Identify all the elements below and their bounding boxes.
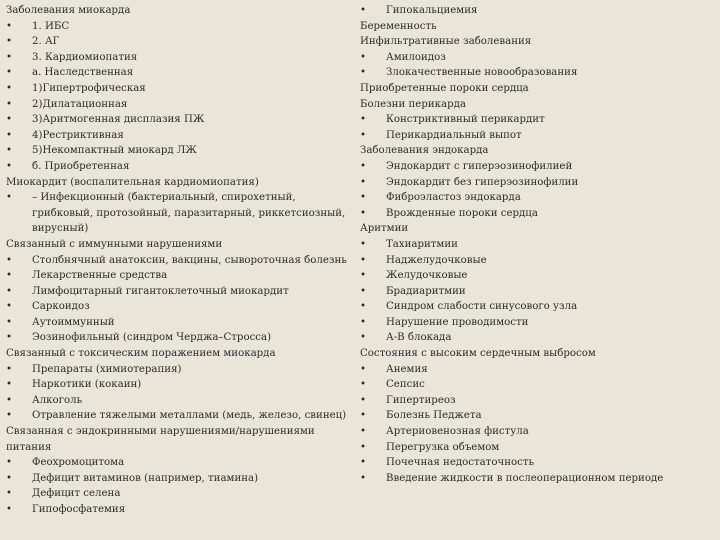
- list-item: [6, 34, 356, 50]
- list-item-text: Артериовенозная фистула: [386, 426, 529, 438]
- bullet-icon: •: [360, 51, 367, 63]
- list-item: [360, 112, 716, 128]
- section-heading: [360, 81, 716, 97]
- list-item-text: б. Приобретенная: [32, 160, 130, 172]
- bullet-icon: •: [6, 394, 13, 406]
- bullet-icon: •: [6, 114, 13, 126]
- list-item-text: Лимфоцитарный гигантоклеточный миокардит: [32, 285, 289, 297]
- bullet-icon: •: [360, 192, 367, 204]
- list-item-text: Аутоиммунный: [32, 316, 115, 328]
- bullet-icon: •: [6, 504, 13, 515]
- bullet-icon: •: [360, 5, 367, 16]
- list-item-text: Введение жидкости в послеоперационном периоде: [386, 472, 664, 484]
- bullet-icon: •: [6, 472, 13, 484]
- bullet-icon: •: [6, 270, 13, 282]
- list-item: [6, 128, 356, 144]
- heading-text: Состояния с высоким сердечным выбросом: [360, 348, 596, 360]
- bullet-icon: •: [360, 254, 367, 266]
- list-item: [6, 471, 356, 487]
- list-item-text: Болезнь Педжета: [386, 410, 482, 422]
- heading-text: Связанная с эндокринными нарушениями/нарушениями: [6, 426, 315, 438]
- bullet-icon: •: [360, 176, 367, 188]
- list-item-text: – Инфекционный (бактериальный, спирохетный,: [32, 192, 296, 204]
- bullet-icon: •: [360, 316, 367, 328]
- list-item-text: вирусный): [32, 223, 89, 235]
- bullet-icon: •: [360, 238, 367, 250]
- section-heading: [6, 175, 356, 191]
- heading-text: питания: [6, 441, 52, 453]
- list-item: [360, 408, 716, 424]
- section-heading: [6, 3, 356, 19]
- list-item-text: 4)Рестриктивная: [32, 129, 124, 141]
- bullet-icon: •: [6, 129, 13, 141]
- bullet-icon: •: [360, 363, 367, 375]
- list-item: [360, 377, 716, 393]
- heading-text: Болезни перикарда: [360, 98, 466, 110]
- bullet-icon: •: [360, 332, 367, 344]
- list-item: [6, 112, 356, 128]
- list-item-text: Феохромоцитома: [32, 457, 125, 469]
- bullet-icon: •: [6, 82, 13, 94]
- bullet-icon: •: [6, 410, 13, 422]
- list-item: [360, 175, 716, 191]
- list-item-text: Синдром слабости синусового узла: [386, 301, 578, 313]
- list-item: [360, 284, 716, 300]
- left-column: [6, 3, 356, 518]
- list-item: [360, 424, 716, 440]
- bullet-icon: •: [360, 379, 367, 391]
- bullet-icon: •: [6, 457, 13, 469]
- heading-text: Заболевания миокарда: [6, 5, 131, 16]
- list-item-text: Брадиаритмии: [386, 285, 466, 297]
- bullet-icon: •: [6, 145, 13, 157]
- list-item-text: А-В блокада: [386, 332, 452, 344]
- list-item-text: Препараты (химиотерапия): [32, 363, 182, 375]
- list-item-text: Тахиаритмии: [386, 238, 458, 250]
- list-item: [6, 190, 356, 206]
- list-item-text: Гипокальциемия: [386, 5, 478, 16]
- list-item: [360, 206, 716, 222]
- list-item: [6, 268, 356, 284]
- list-item: [6, 65, 356, 81]
- bullet-icon: •: [360, 301, 367, 313]
- list-item-text: Алкоголь: [32, 394, 83, 406]
- list-item: [6, 159, 356, 175]
- bullet-icon: •: [360, 270, 367, 282]
- bullet-icon: •: [360, 394, 367, 406]
- list-item: [360, 330, 716, 346]
- list-item-text: 1. ИБС: [32, 20, 70, 32]
- bullet-icon: •: [6, 160, 13, 172]
- list-item-text: Отравление тяжелыми металлами (медь, железо, свинец): [32, 410, 347, 422]
- list-item-text: Нарушение проводимости: [386, 316, 529, 328]
- list-item-text: Дефицит витаминов (например, тиамина): [32, 472, 259, 484]
- bullet-icon: •: [6, 488, 13, 500]
- list-item: [6, 502, 356, 518]
- list-item: [6, 330, 356, 346]
- list-item-text: Перегрузка объемом: [386, 441, 500, 453]
- list-item: [6, 455, 356, 471]
- bullet-icon: •: [360, 285, 367, 297]
- bullet-icon: •: [6, 254, 13, 266]
- list-item: [360, 159, 716, 175]
- heading-text: Связанный с иммунными нарушениями: [6, 238, 223, 250]
- bullet-icon: •: [6, 98, 13, 110]
- bullet-icon: •: [6, 332, 13, 344]
- bullet-icon: •: [360, 472, 367, 484]
- bullet-icon: •: [360, 207, 367, 219]
- list-item: [360, 268, 716, 284]
- list-item-continuation: [6, 206, 356, 222]
- list-item: [360, 315, 716, 331]
- list-item: [6, 50, 356, 66]
- list-item-text: Дефицит селена: [32, 488, 121, 500]
- bullet-icon: •: [6, 51, 13, 63]
- section-heading: [360, 34, 716, 50]
- bullet-icon: •: [6, 285, 13, 297]
- section-heading: [6, 440, 356, 456]
- bullet-icon: •: [360, 410, 367, 422]
- list-item-text: Констриктивный перикардит: [386, 114, 545, 126]
- section-heading: [6, 346, 356, 362]
- list-item: [360, 3, 716, 19]
- heading-text: Инфильтративные заболевания: [360, 36, 532, 48]
- list-item-text: Гипофосфатемия: [32, 504, 126, 515]
- list-item: [360, 440, 716, 456]
- list-item-text: 3. Кардиомиопатия: [32, 51, 138, 63]
- list-item: [6, 97, 356, 113]
- list-item: [6, 408, 356, 424]
- list-item-text: Эндокардит с гиперэозинофилией: [386, 160, 573, 172]
- list-item: [6, 81, 356, 97]
- list-item-text: Фиброэластоз эндокарда: [386, 192, 521, 204]
- list-item-text: Наркотики (кокаин): [32, 379, 142, 391]
- list-item-text: Эндокардит без гиперэозинофилии: [386, 176, 579, 188]
- list-item: [6, 486, 356, 502]
- bullet-icon: •: [6, 67, 13, 79]
- list-item-text: 2. АГ: [32, 36, 60, 48]
- list-item: [6, 315, 356, 331]
- heading-text: Приобретенные пороки сердца: [360, 82, 529, 94]
- section-heading: [360, 19, 716, 35]
- list-item-text: Амилоидоз: [386, 51, 446, 63]
- list-item-text: Перикардиальный выпот: [386, 129, 522, 141]
- list-item-text: 5)Некомпактный миокард ЛЖ: [32, 145, 197, 157]
- list-item: [360, 65, 716, 81]
- list-item-text: Эозинофильный (синдром Черджа–Стросса): [32, 332, 272, 344]
- list-item-text: a. Наследственная: [32, 67, 134, 79]
- bullet-icon: •: [360, 426, 367, 438]
- list-item: [360, 190, 716, 206]
- bullet-icon: •: [6, 301, 13, 313]
- list-item-text: 1)Гипертрофическая: [32, 82, 146, 94]
- list-item: [360, 299, 716, 315]
- list-item-text: Почечная недостаточность: [386, 457, 535, 469]
- heading-text: Связанный с токсическим поражением миокарда: [6, 348, 276, 360]
- section-heading: [360, 221, 716, 237]
- heading-text: Беременность: [360, 20, 437, 32]
- bullet-icon: •: [6, 316, 13, 328]
- bullet-icon: •: [360, 160, 367, 172]
- section-heading: [360, 346, 716, 362]
- bullet-icon: •: [6, 20, 13, 32]
- list-item-continuation: [6, 221, 356, 237]
- list-item-text: Анемия: [386, 363, 428, 375]
- section-heading: [6, 424, 356, 440]
- list-item-text: 3)Аритмогенная дисплазия ПЖ: [32, 114, 205, 126]
- bullet-icon: •: [360, 441, 367, 453]
- list-item: [360, 253, 716, 269]
- bullet-icon: •: [6, 192, 13, 204]
- list-item: [6, 377, 356, 393]
- list-item: [6, 299, 356, 315]
- list-item: [6, 362, 356, 378]
- list-item: [6, 143, 356, 159]
- list-item: [360, 393, 716, 409]
- section-heading: [360, 97, 716, 113]
- list-item-text: Гипертиреоз: [386, 394, 456, 406]
- heading-text: Заболевания эндокарда: [360, 145, 489, 157]
- list-item: [360, 237, 716, 253]
- list-item: [6, 284, 356, 300]
- bullet-icon: •: [6, 363, 13, 375]
- list-item-text: Желудочковые: [386, 270, 468, 282]
- list-item: [6, 393, 356, 409]
- list-item: [360, 50, 716, 66]
- list-item: [6, 19, 356, 35]
- list-item: [360, 362, 716, 378]
- bullet-icon: •: [360, 457, 367, 469]
- bullet-icon: •: [360, 129, 367, 141]
- list-item: [360, 455, 716, 471]
- list-item-text: 2)Дилатационная: [32, 98, 128, 110]
- list-item-text: Лекарственные средства: [32, 270, 168, 282]
- section-heading: [360, 143, 716, 159]
- list-item-text: Саркоидоз: [32, 301, 90, 313]
- list-item-text: Врожденные пороки сердца: [386, 207, 538, 219]
- bullet-icon: •: [360, 67, 367, 79]
- list-item-text: Наджелудочковые: [386, 254, 487, 266]
- list-item-text: Злокачественные новообразования: [386, 67, 578, 79]
- list-item: [360, 471, 716, 487]
- list-item-text: Сепсис: [386, 379, 425, 391]
- right-column: [360, 3, 716, 486]
- list-item-text: грибковый, протозойный, паразитарный, риккетсиозный,: [32, 207, 346, 219]
- list-item-text: Столбнячный анатоксин, вакцины, сывороточная болезнь: [32, 254, 347, 266]
- section-heading: [6, 237, 356, 253]
- bullet-icon: •: [6, 36, 13, 48]
- bullet-icon: •: [6, 379, 13, 391]
- list-item: [360, 128, 716, 144]
- list-item: [6, 253, 356, 269]
- bullet-icon: •: [360, 114, 367, 126]
- heading-text: Аритмии: [360, 223, 409, 235]
- heading-text: Миокардит (воспалительная кардиомиопатия): [6, 176, 259, 188]
